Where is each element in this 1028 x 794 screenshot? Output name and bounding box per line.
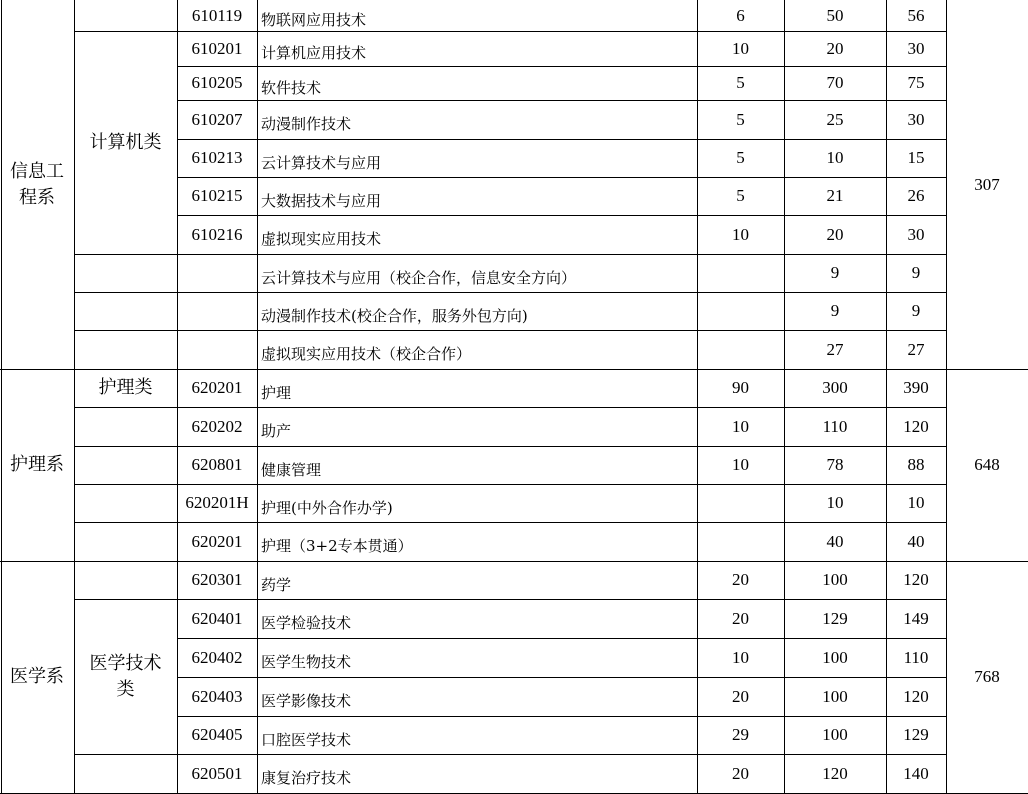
department-cell: 医学系 [10,666,64,687]
department-total-cell: 307 [974,174,1000,194]
count-cell-a: 10 [732,224,749,244]
major-name-cell: 软件技术 [261,78,322,97]
grid-line [784,0,785,793]
grid-line [74,484,177,485]
count-cell-c: 27 [907,339,925,359]
count-cell-a: 10 [732,416,749,436]
count-cell-b: 50 [826,5,844,25]
grid-line [886,0,887,793]
major-code-cell: 610207 [191,109,243,129]
count-cell-a: 5 [736,148,745,167]
count-cell-c: 129 [903,725,929,744]
major-name-cell: 大数据技术与应用 [261,191,382,210]
grid-line [74,330,177,331]
grid-line [946,0,947,793]
count-cell-c: 26 [907,186,925,205]
major-code-cell [177,292,257,330]
count-cell-b: 100 [822,725,848,744]
count-cell-b: 110 [822,416,848,436]
count-cell-a: 90 [732,378,749,397]
count-cell-b: 100 [822,686,848,706]
count-cell-a [697,522,784,561]
department-cell: 护理系 [10,454,64,475]
count-cell-b: 120 [822,763,848,783]
count-cell-a [697,330,784,369]
major-code-cell: 610215 [191,186,243,205]
count-cell-b: 9 [830,301,840,320]
major-code-cell: 610216 [191,224,243,244]
count-cell-b: 21 [826,186,844,205]
count-cell-c: 30 [907,109,925,129]
major-name-cell: 云计算技术与应用 [261,153,382,172]
count-cell-c: 10 [907,493,925,512]
major-name-cell: 虚拟现实应用技术（校企合作） [261,345,472,363]
count-cell-c: 88 [907,455,925,474]
grid-line [257,0,258,793]
count-cell-c: 120 [903,416,929,436]
grid-line [1,0,2,793]
major-code-cell: 620501 [191,763,243,783]
major-name-cell: 物联网应用技术 [261,11,367,29]
grid-line [177,0,178,793]
major-code-cell: 620201 [191,531,243,551]
category-cell: 护理类 [98,377,153,398]
major-name-cell: 云计算技术与应用（校企合作，信息安全方向） [261,268,577,287]
count-cell-c: 149 [903,608,929,628]
count-cell-a [697,254,784,292]
major-code-cell: 620202 [191,416,243,436]
grid-line [74,0,75,793]
major-code-cell: 610205 [191,73,243,92]
major-code-cell: 620801 [191,455,243,474]
count-cell-c: 40 [907,531,925,551]
count-cell-a: 20 [732,608,749,628]
count-cell-a: 10 [732,38,749,58]
count-cell-a: 29 [732,725,749,744]
count-cell-b: 300 [822,378,848,397]
count-cell-c: 30 [907,38,925,58]
major-code-cell: 610119 [191,5,243,25]
grid-line [74,292,177,293]
count-cell-b: 78 [826,455,844,474]
count-cell-b: 20 [826,38,844,58]
count-cell-b: 9 [830,263,840,282]
count-cell-a: 6 [736,5,745,25]
grid-line [74,446,177,447]
department-total-cell: 768 [974,667,1000,686]
count-cell-c: 110 [903,647,929,667]
major-name-cell: 医学影像技术 [261,692,352,710]
count-cell-c: 140 [903,763,929,783]
count-cell-a: 20 [732,570,749,589]
major-name-cell: 康复治疗技术 [261,769,352,787]
major-name-cell: 助产 [261,422,292,440]
count-cell-b: 129 [822,608,848,628]
count-cell-b: 20 [826,224,844,244]
major-code-cell: 610201 [191,38,243,58]
count-cell-a [697,484,784,522]
major-name-cell: 虚拟现实应用技术 [261,230,382,248]
count-cell-c: 9 [911,301,921,320]
department-cell: 信息工 程系 [10,160,64,208]
major-code-cell: 620201H [185,493,249,512]
major-code-cell: 620405 [191,725,243,744]
count-cell-b: 10 [826,148,844,167]
count-cell-a: 5 [736,73,745,92]
major-code-cell [177,254,257,292]
grid-line [74,254,177,255]
grid-line [74,561,177,562]
count-cell-c: 15 [907,148,925,167]
count-cell-c: 75 [907,73,925,92]
major-code-cell: 620402 [191,647,243,667]
major-name-cell: 护理 [261,383,292,402]
category-cell: 计算机类 [89,131,162,153]
count-cell-c: 56 [907,5,925,25]
category-cell: 医学技术 类 [89,652,162,700]
count-cell-a: 20 [732,763,749,783]
grid-line [74,407,177,408]
count-cell-b: 40 [826,531,844,551]
grid-line [74,754,177,755]
major-name-cell: 药学 [261,575,292,594]
count-cell-b: 10 [826,493,844,512]
grid-line [74,522,177,523]
major-name-cell: 医学生物技术 [261,653,352,671]
major-name-cell: 医学检验技术 [261,614,352,632]
major-code-cell: 610213 [191,148,243,167]
major-name-cell: 计算机应用技术 [261,44,367,62]
count-cell-c: 120 [903,686,929,706]
count-cell-c: 390 [903,378,929,397]
major-code-cell [177,330,257,369]
count-cell-b: 25 [826,109,844,129]
major-code-cell: 620201 [191,378,243,397]
major-name-cell: 护理（3+2专本贯通） [261,537,413,555]
count-cell-b: 70 [826,73,844,92]
count-cell-a: 5 [736,109,745,129]
count-cell-b: 27 [826,339,844,359]
grid-line [697,0,698,793]
count-cell-c: 120 [903,570,929,589]
major-code-cell: 620403 [191,686,243,706]
major-name-cell: 动漫制作技术(校企合作，服务外包方向) [261,306,528,325]
count-cell-c: 30 [907,224,925,244]
major-name-cell: 动漫制作技术 [261,115,352,133]
major-name-cell: 护理(中外合作办学) [261,498,393,517]
count-cell-a [697,292,784,330]
major-name-cell: 健康管理 [261,460,322,479]
count-cell-b: 100 [822,647,848,667]
major-name-cell: 口腔医学技术 [261,730,352,749]
count-cell-c: 9 [911,263,921,282]
major-code-cell: 620401 [191,608,243,628]
department-total-cell: 648 [974,455,1000,474]
count-cell-a: 10 [732,647,749,667]
count-cell-a: 20 [732,686,749,706]
count-cell-a: 5 [736,186,745,205]
major-code-cell: 620301 [191,570,243,589]
count-cell-a: 10 [732,455,749,474]
count-cell-b: 100 [822,570,848,589]
